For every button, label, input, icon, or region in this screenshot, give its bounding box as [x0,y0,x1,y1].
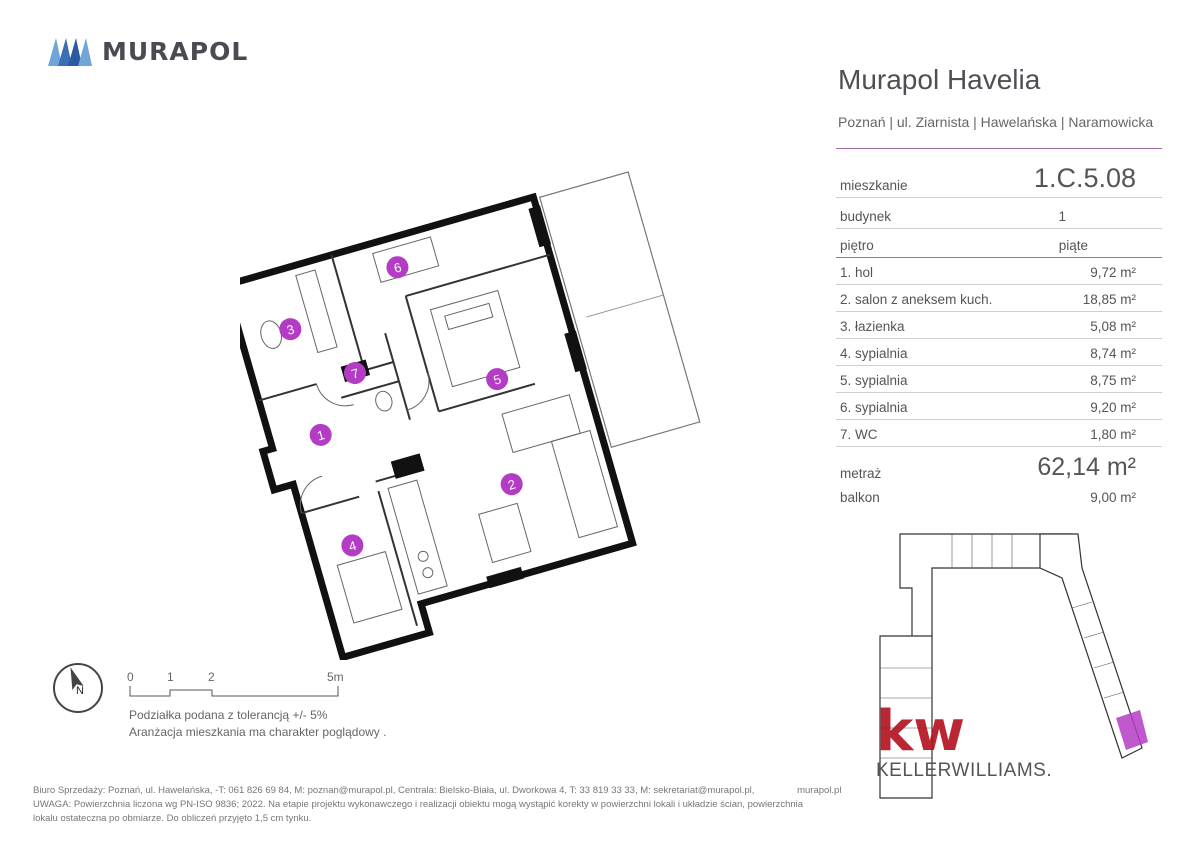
apartment-table [836,148,1162,509]
project-address: Poznań | ul. Ziarnista | Hawelańska | Naramowicka [838,114,1154,130]
room-number-4: 4 [346,537,359,555]
row-mieszkanie [836,148,1162,198]
room-number-6: 6 [392,259,404,276]
room-row [836,366,1162,393]
budynek-value: 1 [1058,209,1066,224]
footer-line-3: lokalu ostateczna po obmiarze. Do obliczeń przyjęto 1,5 cm tynku. [33,813,312,824]
room-area: 1,80 m² [1090,427,1136,442]
metraz-label: metraż [840,466,882,481]
room-label: 3. łazienka [840,319,905,334]
row-metraz [836,447,1162,485]
pietro-label: piętro [840,238,874,253]
murapol-logo-icon [48,36,92,66]
scale-tick-0: 0 [127,670,134,684]
room-row [836,339,1162,366]
room-label: 4. sypialnia [840,346,908,361]
room-number-1: 1 [315,427,327,444]
footer-line-2: UWAGA: Powierzchnia liczona wg PN-ISO 9836; 2022. Na etapie projektu wykonawczego i realizacji obiektu mogą wystąpić korekty w powierzchni lokali i układzie ścian, powierzchnia [33,799,804,810]
logo-text: MURAPOL [102,36,249,66]
budynek-label: budynek [840,209,892,224]
mieszkanie-label: mieszkanie [840,178,908,193]
mieszkanie-value: 1.C.5.08 [1033,163,1136,193]
outer-wall [240,197,641,660]
murapol-logo [48,36,248,66]
room-row [836,285,1162,312]
balkon-label: balkon [840,490,880,505]
room-row [836,420,1162,447]
pietro-value: piąte [1058,238,1088,253]
footer-contact [33,784,873,798]
footer-site-link[interactable]: murapol.pl [797,785,842,796]
room-label: 1. hol [840,265,874,280]
room-number-2: 2 [506,476,518,493]
room-area: 18,85 m² [1082,292,1136,307]
row-pietro [836,228,1162,258]
keller-williams-logo [876,700,966,756]
scale-bar [128,684,348,698]
room-list [836,258,1162,447]
scale-tick-5: 5m [327,670,344,684]
balkon-value: 9,00 m² [1090,490,1136,505]
scale-tick-1: 1 [167,670,174,684]
row-budynek [836,198,1162,228]
kw-logo-text: kw [876,700,965,756]
room-area: 8,75 m² [1090,373,1136,388]
compass-icon [50,660,110,720]
floor-plan [240,160,720,660]
row-balkon [836,485,1162,509]
room-area: 5,08 m² [1090,319,1136,334]
room-area: 9,72 m² [1090,265,1136,280]
room-number-3: 3 [284,321,297,338]
room-label: 6. sypialnia [840,400,908,415]
room-number-7: 7 [349,365,361,382]
compass-label: N [76,685,84,697]
room-row [836,312,1162,339]
metraz-value: 62,14 m² [1037,453,1136,481]
room-number-5: 5 [491,371,503,388]
scale-tick-2: 2 [208,670,215,684]
footer-line-1: Biuro Sprzedaży: Poznań, ul. Hawelańska, -T: 061 826 69 84, M: poznan@murapol.pl, Centrala: Bielsko-Biała, ul. Dworkowa 4, T: 33 819 33 33, M: sekretariat@murapol.pl, [33,785,755,796]
room-label: 2. salon z aneksem kuch. [840,292,993,307]
kw-name: KELLERWILLIAMS. [876,760,1053,781]
project-title: Murapol Havelia [838,64,1041,95]
scale-note-tolerance: Podziałka podana z tolerancją +/- 5% [129,708,328,722]
room-label: 7. WC [840,427,878,442]
scale-note-arrangement: Aranżacja mieszkania ma charakter poglądowy . [129,725,387,739]
room-area: 8,74 m² [1090,346,1136,361]
room-label: 5. sypialnia [840,373,908,388]
room-row [836,393,1162,420]
room-area: 9,20 m² [1090,400,1136,415]
room-row [836,258,1162,285]
